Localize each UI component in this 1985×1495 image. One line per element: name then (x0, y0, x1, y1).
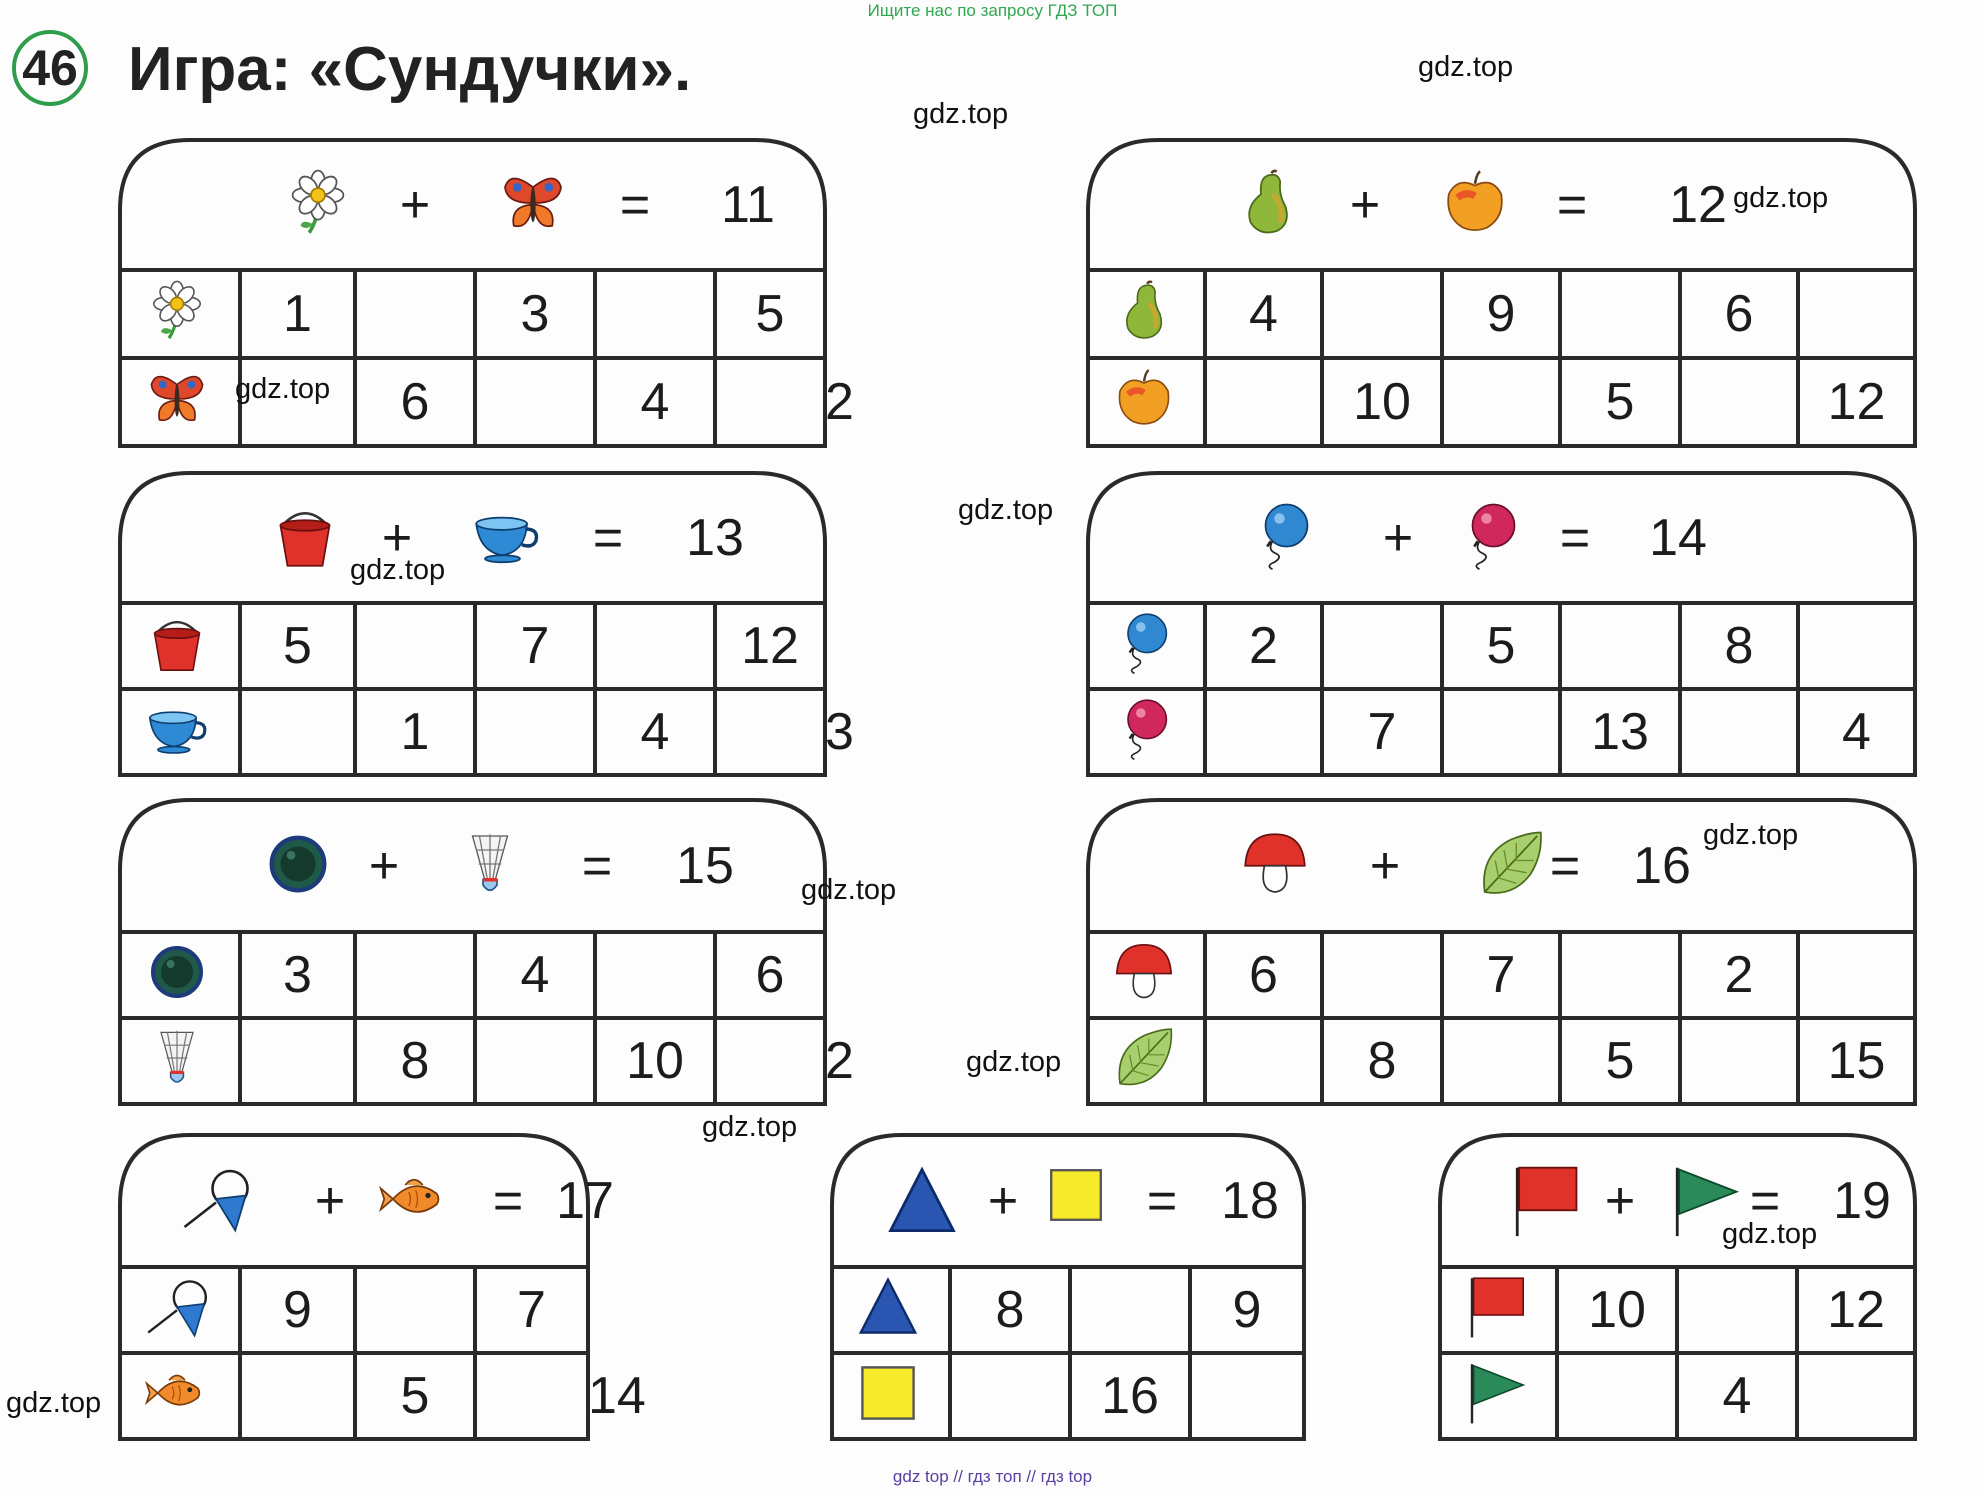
table-cell[interactable]: 9 (1486, 285, 1516, 343)
sum-value: 13 (686, 509, 744, 567)
equals-sign: = (592, 509, 624, 567)
equals-sign: = (1549, 837, 1581, 895)
table-cell[interactable]: 6 (1249, 946, 1278, 1004)
watermark: gdz.top (702, 1111, 798, 1143)
table-cell[interactable]: 10 (1353, 373, 1411, 431)
red-flag-icon (1508, 1164, 1582, 1238)
table-cell[interactable]: 2 (1249, 617, 1278, 675)
equals-sign: = (1556, 176, 1588, 234)
top-note: Ищите нас по запросу ГДЗ ТОП (867, 1, 1118, 20)
table-cell[interactable]: 4 (640, 703, 670, 761)
bottom-note: gdz top // гдз топ // гдз top (892, 1467, 1093, 1486)
watermark: gdz.top (350, 554, 446, 586)
table-cell[interactable]: 10 (626, 1032, 684, 1090)
equals-sign: = (1146, 1172, 1178, 1230)
table-cell[interactable]: 2 (825, 373, 854, 431)
sum-value: 17 (556, 1172, 614, 1230)
table-cell[interactable]: 4 (640, 373, 670, 431)
table-cell[interactable]: 4 (520, 946, 550, 1004)
equals-sign: = (492, 1172, 524, 1230)
watermark: gdz.top (1722, 1218, 1818, 1250)
table-cell[interactable]: 8 (995, 1281, 1025, 1339)
plus-sign: + (1382, 509, 1414, 567)
table-cell[interactable]: 6 (400, 373, 430, 431)
table-cell[interactable]: 5 (1605, 1032, 1635, 1090)
sum-value: 12 (1669, 176, 1727, 234)
table-cell[interactable]: 13 (1591, 703, 1649, 761)
equals-sign: = (619, 176, 651, 234)
equals-sign: = (581, 837, 613, 895)
watermark: gdz.top (801, 874, 897, 906)
table-cell[interactable]: 2 (825, 1032, 854, 1090)
table-cell[interactable]: 10 (1588, 1281, 1646, 1339)
table-cell[interactable]: 15 (1827, 1032, 1886, 1090)
table-cell[interactable]: 8 (400, 1032, 430, 1090)
table-cell[interactable]: 12 (741, 617, 799, 675)
table-cell[interactable]: 2 (1724, 946, 1754, 1004)
table-cell[interactable]: 7 (520, 617, 550, 675)
sum-value: 19 (1833, 1172, 1891, 1230)
plus-sign: + (1604, 1172, 1636, 1230)
table-cell[interactable]: 1 (400, 703, 430, 761)
table-cell[interactable]: 6 (1724, 285, 1754, 343)
sum-value: 11 (721, 176, 775, 234)
table-cell[interactable]: 4 (1249, 285, 1278, 343)
table-cell[interactable]: 12 (1827, 373, 1886, 431)
plus-sign: + (987, 1172, 1019, 1230)
table-cell[interactable]: 8 (1367, 1032, 1397, 1090)
table-cell[interactable]: 6 (755, 946, 785, 1004)
table-cell[interactable]: 5 (400, 1367, 430, 1425)
watermark: gdz.top (1418, 51, 1514, 83)
plus-sign: + (314, 1172, 346, 1230)
table-cell[interactable]: 7 (517, 1281, 546, 1339)
table-cell[interactable]: 3 (825, 703, 854, 761)
table-cell[interactable]: 9 (283, 1281, 312, 1339)
red-flag-icon (1464, 1275, 1534, 1345)
plus-sign: + (399, 176, 431, 234)
plus-sign: + (1349, 176, 1381, 234)
sum-value: 14 (1649, 509, 1707, 567)
table-cell[interactable]: 1 (283, 285, 312, 343)
table-cell[interactable]: 5 (755, 285, 785, 343)
sum-value: 16 (1633, 837, 1691, 895)
sum-value: 18 (1221, 1172, 1279, 1230)
watermark: gdz.top (913, 98, 1009, 130)
watermark: gdz.top (235, 373, 331, 405)
watermark: gdz.top (1733, 182, 1829, 214)
page-number-badge: 46 (12, 30, 88, 106)
table-cell[interactable]: 7 (1486, 946, 1516, 1004)
watermark: gdz.top (1703, 819, 1799, 851)
plus-sign: + (381, 509, 413, 567)
green-flag-icon (1464, 1361, 1534, 1431)
table-cell[interactable]: 3 (520, 285, 550, 343)
table-cell[interactable]: 9 (1232, 1281, 1262, 1339)
table-cell[interactable]: 3 (283, 946, 312, 1004)
watermark: gdz.top (966, 1046, 1062, 1078)
page-title: Игра: «Сундучки». (128, 35, 692, 104)
table-cell[interactable]: 5 (283, 617, 312, 675)
equals-sign: = (1749, 1172, 1781, 1230)
table-cell[interactable]: 7 (1367, 703, 1397, 761)
table-cell[interactable]: 4 (1842, 703, 1871, 761)
plus-sign: + (368, 837, 400, 895)
table-cell[interactable]: 16 (1101, 1367, 1159, 1425)
table-cell[interactable]: 4 (1722, 1367, 1752, 1425)
table-cell[interactable]: 8 (1724, 617, 1754, 675)
sum-value: 15 (676, 837, 734, 895)
watermark: gdz.top (6, 1387, 102, 1419)
watermark: gdz.top (958, 494, 1054, 526)
table-cell[interactable]: 5 (1486, 617, 1516, 675)
plus-sign: + (1369, 837, 1401, 895)
equals-sign: = (1559, 509, 1591, 567)
table-cell[interactable]: 5 (1605, 373, 1635, 431)
table-cell[interactable]: 14 (588, 1367, 646, 1425)
table-cell[interactable]: 12 (1827, 1281, 1885, 1339)
